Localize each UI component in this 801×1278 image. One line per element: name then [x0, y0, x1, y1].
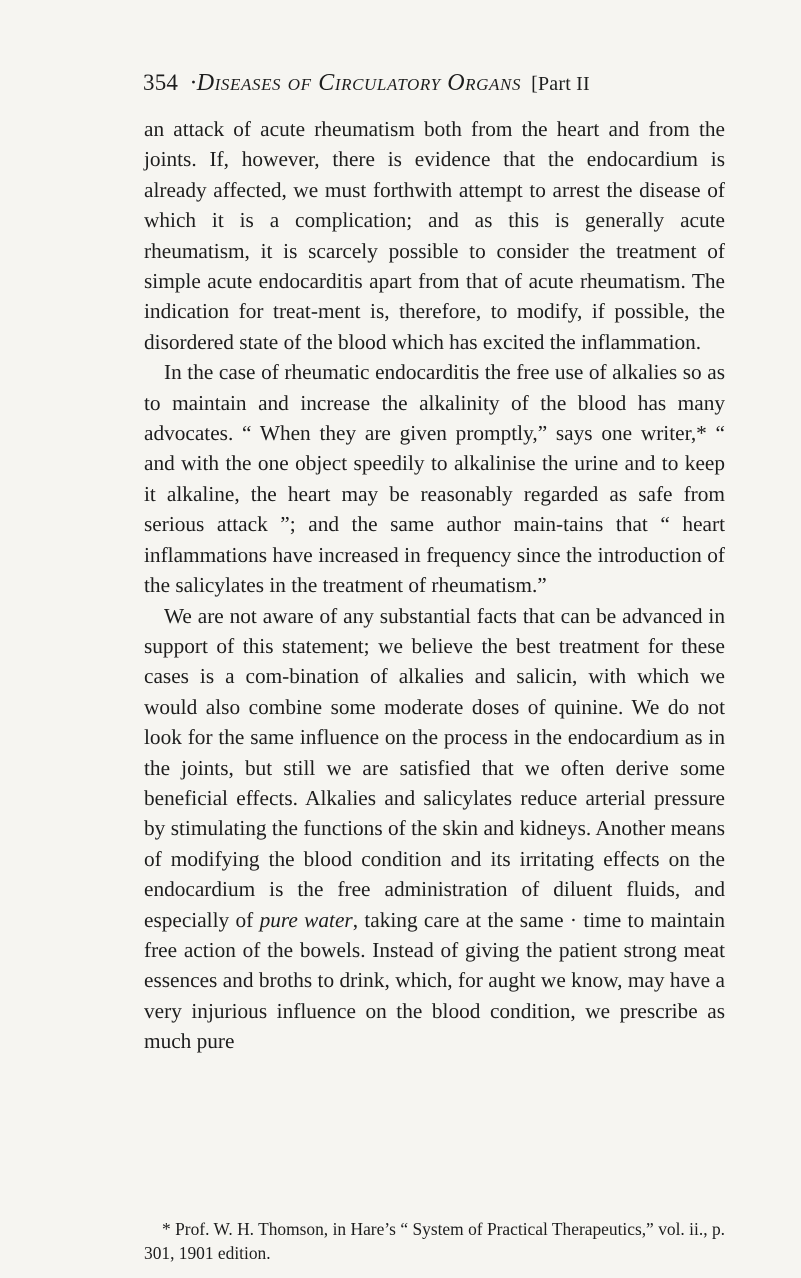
- emphasized-phrase: pure water: [259, 907, 353, 932]
- paragraph-3-text-after: , taking care at the same · time to maintain free action of the bowels. Instead of giving the patient strong meat essences and broths to drink, which, for aught we know, may have a very injurious influence on the blood condition, we prescribe as much pure: [144, 907, 725, 1054]
- footnote-text: Prof. W. H. Thomson, in Hare’s “ System of Practical Therapeutics,” vol. ii., p. 301, 1901 edition.: [144, 1219, 725, 1263]
- part-marker: [Part II: [531, 73, 590, 95]
- main-text: [144, 114, 725, 1057]
- running-title: ·Diseases of Circulatory Organs: [190, 70, 522, 96]
- paragraph-3-text-before: We are not aware of any substantial facts that can be advanced in support of this statement; we believe the best treatment for these cases is a com-bination of alkalies and salicin, with which we would also combine some moderate doses of quinine. We do not look for the same influence on the process in the endocardium as in the joints, but still we are satisfied that we often derive some beneficial effects. Alkalies and salicylates reduce arterial pressure by stimulating the functions of the skin and kidneys. Another means of modifying the blood condition and its irritating effects on the endocardium is the free administration of diluent fluids, and especially of: [144, 603, 725, 932]
- page-header: [143, 70, 743, 106]
- paragraph-3: [144, 601, 725, 1057]
- paragraph-1: an attack of acute rheumatism both from the heart and from the joints. If, however, there is evidence that the endocardium is already affected, we must forthwith attempt to arrest the disease of which it is a complication; and as this is generally acute rheumatism, it is scarcely possible to consider the treatment of simple acute endocarditis apart from that of acute rheumatism. The indication for treat-ment is, therefore, to modify, if possible, the disordered state of the blood which has excited the inflammation.: [144, 117, 725, 354]
- footnote-marker: *: [162, 1219, 176, 1239]
- paragraph-2: In the case of rheumatic endocarditis the free use of alkalies so as to maintain and increase the alkalinity of the blood has many advocates. “ When they are given promptly,” says one writer,* “ and with the one object speedily to alkalinise the urine and to keep it alkaline, the heart may be reasonably regarded as safe from serious attack ”; and the same author main-tains that “ heart inflammations have increased in frequency since the introduction of the salicylates in the treatment of rheumatism.”: [144, 360, 725, 598]
- page-number: 354: [143, 70, 179, 95]
- footnote: [144, 1217, 725, 1265]
